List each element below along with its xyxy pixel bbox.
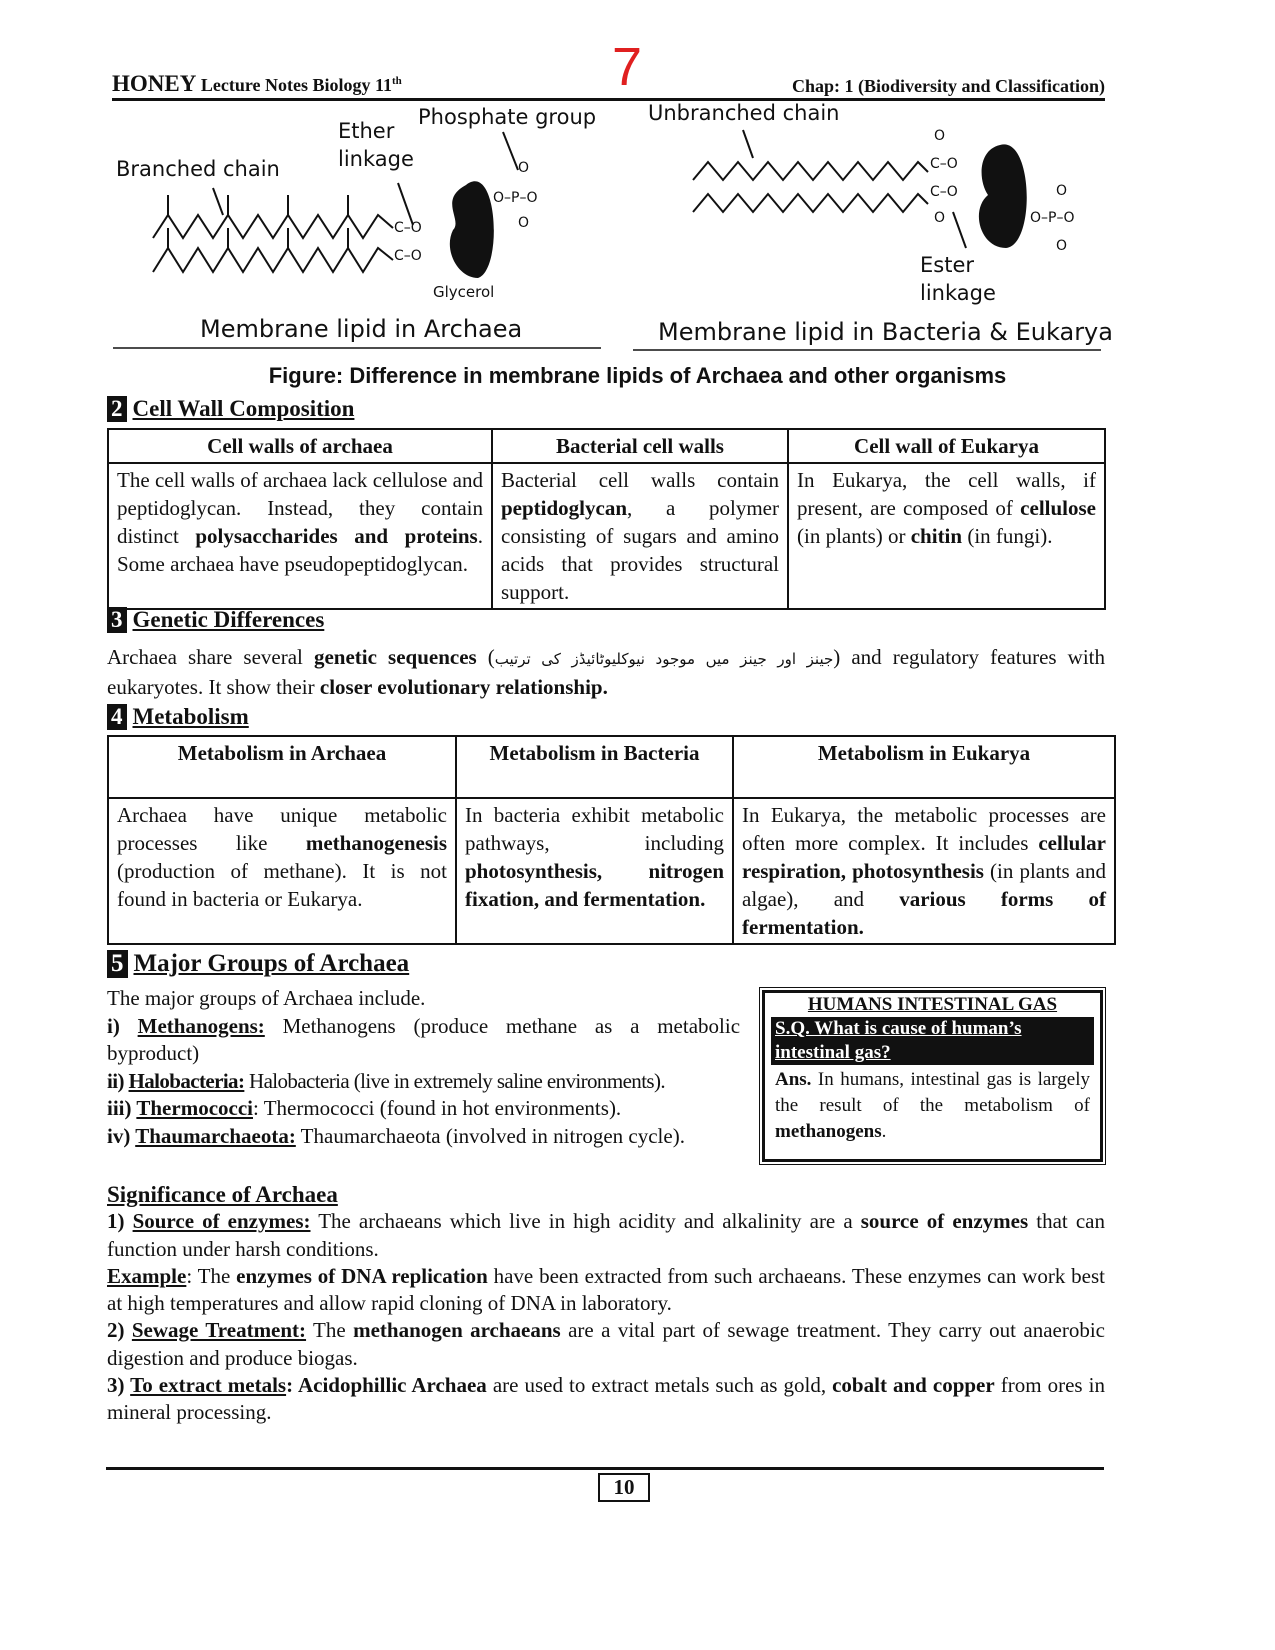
intro: The major groups of Archaea include. [107,986,426,1010]
cell-wall-table [107,428,1106,610]
section-title: Major Groups of Archaea [133,950,410,977]
header-cell: Metabolism in Bacteria [456,736,733,798]
footer-rule [106,1467,1104,1470]
metabolism-table [107,735,1116,945]
box-answer: Ans. In humans, intestinal gas is largely the result of the metabolism of methanogens. [775,1069,1090,1142]
svg-text:C–O: C–O [930,156,958,172]
box-question: S.Q. What is cause of human’s intestinal gas? [771,1017,1094,1065]
list-item: iv) Thaumarchaeota: Thaumarchaeota (involved in nitrogen cycle). [107,1123,685,1148]
significance-item: 3) To extract metals: Acidophillic Archaea are used to extract metals such as gold, cobalt and copper from ores in mineral processing. [107,1373,1105,1425]
label-ester-linkage: linkage [920,281,996,305]
svg-text:O–P–O: O–P–O [493,190,538,206]
significance-section [107,1181,1105,1427]
svg-text:O–P–O: O–P–O [1030,210,1075,226]
section-heading-groups [107,950,409,978]
sup: th [392,75,402,87]
section-number: 5 [107,950,128,978]
svg-text:O: O [934,210,946,226]
header-cell: Metabolism in Eukarya [733,736,1115,798]
branched-chain-1 [153,215,393,238]
significance-item: 1) Source of enzymes: The archaeans which live in high acidity and alkalinity are a source of enzymes that can function under harsh conditions. [107,1209,1105,1261]
header-cell: Cell wall of Eukarya [788,429,1105,463]
label-phosphate-group: Phosphate group [418,105,597,129]
glycerol-shape [450,181,494,278]
svg-text:O: O [518,215,530,231]
cell: Bacterial cell walls contain peptidoglycan, a polymer consisting of sugars and amino acids that provides structural support. [492,463,788,609]
header-brand [112,71,402,97]
section-number: 3 [107,607,127,633]
table-row [108,463,1105,609]
page-number: 10 [598,1473,650,1502]
svg-text:C–O: C–O [930,184,958,200]
unbranched-chain-1 [693,162,928,180]
svg-text:O: O [518,160,530,176]
brand: HONEY [112,71,197,96]
section-title: Metabolism [132,704,249,729]
branched-chain-2 [153,248,393,272]
section-number: 2 [107,396,127,422]
label-glycerol: Glycerol [433,283,495,301]
box-title: HUMANS INTESTINAL GAS [807,994,1058,1015]
archaea-groups [107,985,740,1150]
section-number: 4 [107,704,127,730]
glycerol-shape-right [979,144,1027,248]
intestinal-gas-box [762,990,1103,1162]
unbranched-chain-2 [693,194,928,212]
title-archaea-lipid: Membrane lipid in Archaea [200,315,523,343]
label-unbranched-chain: Unbranched chain [648,101,840,125]
svg-text:O: O [1056,238,1068,254]
section-title: Cell Wall Composition [132,396,355,421]
genetic-paragraph: Archaea share several genetic sequences (جینز اور جینز میں موجود نیوکلیوٹائیڈز کی ترتیب) and regulatory features with eukaryotes. It show their closer evolutionary relationship. [107,645,1105,699]
table-row [108,798,1115,944]
header-cell: Metabolism in Archaea [108,736,456,798]
page-header [112,71,1105,101]
list-item: ii) Halobacteria: Halobacteria (live in extremely saline environments). [107,1068,666,1093]
header-cell: Cell walls of archaea [108,429,492,463]
section-heading-metabolism [107,704,249,730]
significance-item: 2) Sewage Treatment: The methanogen archaeans are a vital part of sewage treatment. They carry out anaerobic digestion and produce biogas. [107,1318,1105,1370]
page-marker: 7 [612,37,643,97]
urdu-text: جینز اور جینز میں موجود نیوکلیوٹائیڈز کی ترتیب [494,650,834,668]
label-linkage: linkage [338,147,414,171]
header-chapter: Chap: 1 (Biodiversity and Classification) [791,76,1105,96]
cell: The cell walls of archaea lack cellulose and peptidoglycan. Instead, they contain distinct polysaccharides and proteins. Some archaea have pseudopeptidoglycan. [108,463,492,609]
svg-text:O: O [934,128,946,144]
table-header-row [108,736,1115,798]
label-branched-chain: Branched chain [116,157,280,181]
label-ester: Ester [920,253,974,277]
subtitle: Lecture Notes Biology 11 [200,75,392,95]
membrane-lipid-figure [108,100,1118,360]
svg-text:C–O: C–O [394,220,422,236]
cell: In bacteria exhibit metabolic pathways, including photosynthesis, nitrogen fixation, and fermentation. [456,798,733,944]
section-heading-genetic [107,607,324,633]
significance-title: Significance of Archaea [107,1182,338,1207]
svg-text:C–O: C–O [394,248,422,264]
cell: Archaea have unique metabolic processes like methanogenesis (production of methane). It is not found in bacteria or Eukarya. [108,798,456,944]
title-bacteria-lipid: Membrane lipid in Bacteria & Eukarya [658,318,1113,346]
section-title: Genetic Differences [132,607,325,632]
label-ether: Ether [338,119,395,143]
section-heading-cell-wall [107,396,354,422]
significance-example: Example: The enzymes of DNA replication have been extracted from such archaeans. These enzymes can work best at high temperatures and allow rapid cloning of DNA in laboratory. [107,1263,1106,1316]
header-cell: Bacterial cell walls [492,429,788,463]
list-item: iii) Thermococci: Thermococci (found in hot environments). [107,1096,622,1120]
svg-text:O: O [1056,183,1068,199]
cell: In Eukarya, the metabolic processes are often more complex. It includes cellular respiration, photosynthesis (in plants and algae), and various forms of fermentation. [733,798,1115,944]
list-item: i) Methanogens: Methanogens (produce methane as a metabolic byproduct) [107,1013,741,1065]
cell: In Eukarya, the cell walls, if present, are composed of cellulose (in plants) or chitin (in fungi). [788,463,1105,609]
table-header-row [108,429,1105,463]
figure-caption: Figure: Difference in membrane lipids of Archaea and other organisms [268,363,1007,388]
